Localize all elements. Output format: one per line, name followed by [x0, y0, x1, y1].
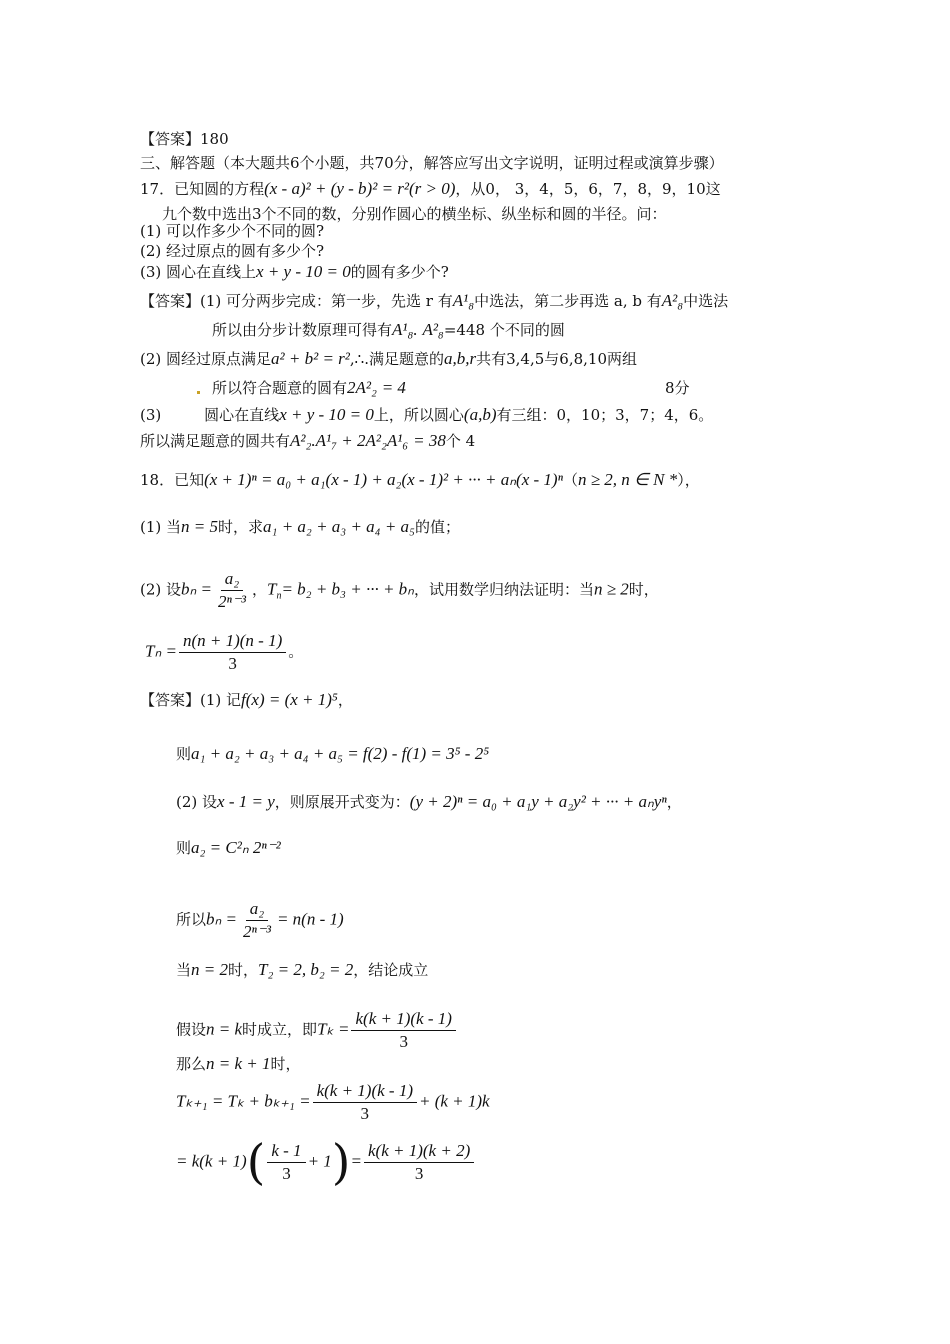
line-equation: x + y - 10 = 0 [279, 405, 374, 424]
induction-step-1 [176, 1080, 490, 1125]
text: 时， [270, 1055, 301, 1073]
function-def: f(x) = (x + 1)⁵ [241, 690, 338, 709]
numerator: a₂ [246, 898, 268, 921]
text: 时， [628, 580, 659, 599]
answer-17-1-result [212, 320, 565, 340]
n-value: n = 2 [191, 960, 228, 979]
text: ，试用数学归纳法证明：当 [413, 580, 594, 599]
induction-step-2 [176, 1134, 476, 1191]
text: 共有3,4,5与6,8,10两组 [476, 350, 637, 368]
arrangement-symbol: A¹₈. [392, 320, 418, 339]
value: = 38 [413, 431, 446, 450]
sum-expression: a₁ + a₂ + a₃ + a₄ + a₅ [263, 517, 415, 536]
text: ，从0， 3，4，5，6，7，8，9，10这 [455, 180, 721, 198]
numerator: k - 1 [267, 1140, 305, 1163]
right-paren: ) [331, 1134, 351, 1191]
text: ，结论成立 [353, 961, 429, 979]
condition: n ≥ 2, n ∈ N * [577, 470, 678, 489]
answer-17-1 [140, 291, 728, 311]
denominator: 3 [282, 1164, 291, 1183]
problem-18-stem [140, 470, 700, 490]
text: 【答案】(1) 记 [140, 691, 242, 709]
problem-17-stem-2: 九个数中选出3个不同的数，分别作圆心的横坐标、纵坐标和圆的半径。问： [162, 205, 667, 223]
text: ,∴.满足题意的 [349, 350, 444, 368]
answer-18-a2 [176, 838, 281, 858]
numerator: k(k + 1)(k - 1) [351, 1008, 455, 1031]
question-2: (2) 经过原点的圆有多少个? [140, 242, 325, 260]
text: 中选法，第二步再选 a, b 有 [474, 292, 662, 310]
text: 有三组：0，10；3，7；4，6。 [496, 406, 714, 424]
bn-fraction [239, 898, 275, 943]
sum-equation: a₁ + a₂ + a₃ + a₄ + a₅ = f(2) - f(1) = 3⁵ - 2⁵ [191, 744, 490, 763]
text: 。 [288, 642, 304, 661]
text: 时成立，即 [242, 1020, 318, 1039]
question-1: (1) 可以作多少个不同的圆? [140, 222, 325, 240]
value: = 4 [381, 378, 406, 397]
new-expansion: (y + 2)ⁿ = a₀ + a₁y + a₂y² + ··· + aₙyⁿ [409, 792, 667, 811]
text: (1) 当 [140, 518, 182, 536]
text: 18．已知 [140, 471, 205, 489]
score-8: 8分 [665, 379, 690, 397]
denominator: 3 [228, 654, 237, 673]
stray-mark [197, 391, 200, 394]
numerator: k(k + 1)(k + 2) [364, 1140, 474, 1163]
left-paren: ( [246, 1134, 266, 1191]
text: (3) 圆心在直线上 [140, 263, 257, 281]
text: (2) 设 [176, 793, 218, 811]
substitution: x - 1 = y [217, 792, 275, 811]
text: 所以由分步计数原理可得有 [212, 321, 393, 339]
text: ，则原展开式变为： [274, 793, 410, 811]
text: 则 [176, 745, 192, 763]
denominator: 3 [360, 1104, 370, 1123]
problem-18-claim [145, 630, 303, 675]
bn-result: = n(n - 1) [276, 909, 344, 929]
text: 假设 [176, 1020, 207, 1039]
tk-label: Tₖ = [317, 1019, 350, 1039]
section-heading: 三、解答题（本大题共6个小题，共70分，解答应写出文字说明，证明过程或演算步骤） [140, 154, 724, 172]
tk1-fraction [313, 1080, 417, 1125]
tn-symbol: T [266, 579, 277, 599]
tk-fraction [351, 1008, 455, 1053]
text: 【答案】(1) 可分两步完成：第一步，先选 r 有 [140, 292, 453, 310]
text: 时，求 [218, 518, 264, 536]
arrangement-symbol: A¹₈ [452, 291, 475, 310]
text: 的值； [414, 518, 460, 536]
a2-formula: a₂ = C²ₙ 2ⁿ⁻² [191, 838, 281, 857]
expansion: (x + 1)ⁿ = a₀ + a₁(x - 1) + a₂(x - 1)² + ··· + aₙ(x - 1)ⁿ [204, 470, 563, 489]
induction-step-intro [176, 1054, 301, 1074]
tk1-expansion: Tₖ₊₁ = Tₖ + bₖ₊₁ = [176, 1091, 311, 1111]
text: 的圆有多少个? [350, 263, 449, 281]
text: 时， [228, 961, 259, 979]
text: ）， [677, 471, 700, 489]
variables: a,b,r [443, 349, 477, 368]
denominator: 3 [414, 1164, 424, 1183]
text: 所以满足题意的圆共有 [140, 432, 291, 450]
numerator: a₂ [221, 568, 243, 591]
arrangement-symbol: A²₈ [661, 291, 684, 310]
text: 上，所以圆心 [373, 406, 464, 424]
tn-fraction [179, 630, 286, 675]
text: (3) [140, 406, 162, 424]
plus-one: + 1 [307, 1151, 332, 1171]
text: 所以 [176, 910, 207, 929]
induction-hypothesis [176, 1008, 458, 1053]
problem-18-q1 [140, 517, 460, 537]
base-case [176, 960, 428, 980]
answer-17-2 [140, 349, 637, 369]
text: ， [666, 793, 682, 811]
text: ， [251, 580, 267, 599]
bn-label: bₙ = [181, 579, 213, 599]
numerator: k(k + 1)(k - 1) [313, 1080, 417, 1103]
text: 当 [176, 961, 192, 979]
text: 中选法 [683, 292, 729, 310]
center-point: (a,b) [463, 405, 497, 424]
answer-18-1 [140, 690, 353, 710]
condition: n ≥ 2 [593, 579, 629, 599]
km1-fraction [267, 1140, 305, 1185]
answer-18-bn [176, 898, 344, 943]
answer-17-3-result [140, 431, 475, 451]
answer-180: 【答案】180 [140, 130, 229, 148]
text: 个 4 [445, 432, 476, 450]
question-3 [140, 262, 449, 282]
text: =448 个不同的圆 [443, 321, 565, 339]
text: 则 [176, 839, 192, 857]
tn-label: Tₙ = [145, 641, 177, 661]
text: ， [337, 691, 353, 709]
text: (2) 圆经过原点满足 [140, 350, 272, 368]
denominator: 3 [399, 1032, 408, 1051]
base-values: T₂ = 2, b₂ = 2 [258, 960, 354, 979]
bn-fraction [214, 568, 250, 613]
arrangement-symbol: A²₈ [422, 320, 444, 339]
arrangement-symbol: 2A²₂ [347, 378, 377, 397]
equals: = [350, 1151, 363, 1171]
line-equation: x + y - 10 = 0 [256, 262, 351, 281]
text: （ [562, 471, 578, 489]
denominator: 2ⁿ⁻³ [218, 592, 246, 611]
tn-index: n [276, 590, 282, 602]
answer-18-2 [176, 792, 682, 812]
text: 17．已知圆的方程 [140, 180, 265, 198]
text: 圆心在直线 [204, 406, 280, 424]
problem-18-q2 [140, 568, 659, 613]
tn-sum: = b₂ + b₃ + ··· + bₙ [281, 579, 414, 599]
text: 所以符合题意的圆有 [212, 379, 348, 397]
answer-18-1-result [176, 744, 489, 764]
equation: a² + b² = r² [271, 349, 350, 368]
text: (2) 设 [140, 580, 182, 599]
result-fraction [364, 1140, 474, 1185]
tk1-tail: + (k + 1)k [418, 1091, 490, 1111]
circle-equation: (x - a)² + (y - b)² = r²(r > 0) [264, 179, 456, 198]
bn-label: bₙ = [206, 909, 238, 929]
n-eq-k-plus-1: n = k + 1 [206, 1054, 271, 1073]
text: 那么 [176, 1055, 207, 1073]
denominator: 2ⁿ⁻³ [243, 922, 271, 941]
count-expression: A²₂.A¹₇ + 2A²₂A¹₆ [290, 431, 409, 450]
n-value: n = 5 [181, 517, 219, 536]
numerator: n(n + 1)(n - 1) [179, 630, 286, 653]
n-eq-k: n = k [206, 1019, 243, 1039]
factored-expression: = k(k + 1) [176, 1151, 247, 1171]
problem-17-stem [140, 179, 721, 199]
answer-17-3 [140, 405, 713, 425]
answer-17-2-result [212, 378, 406, 398]
